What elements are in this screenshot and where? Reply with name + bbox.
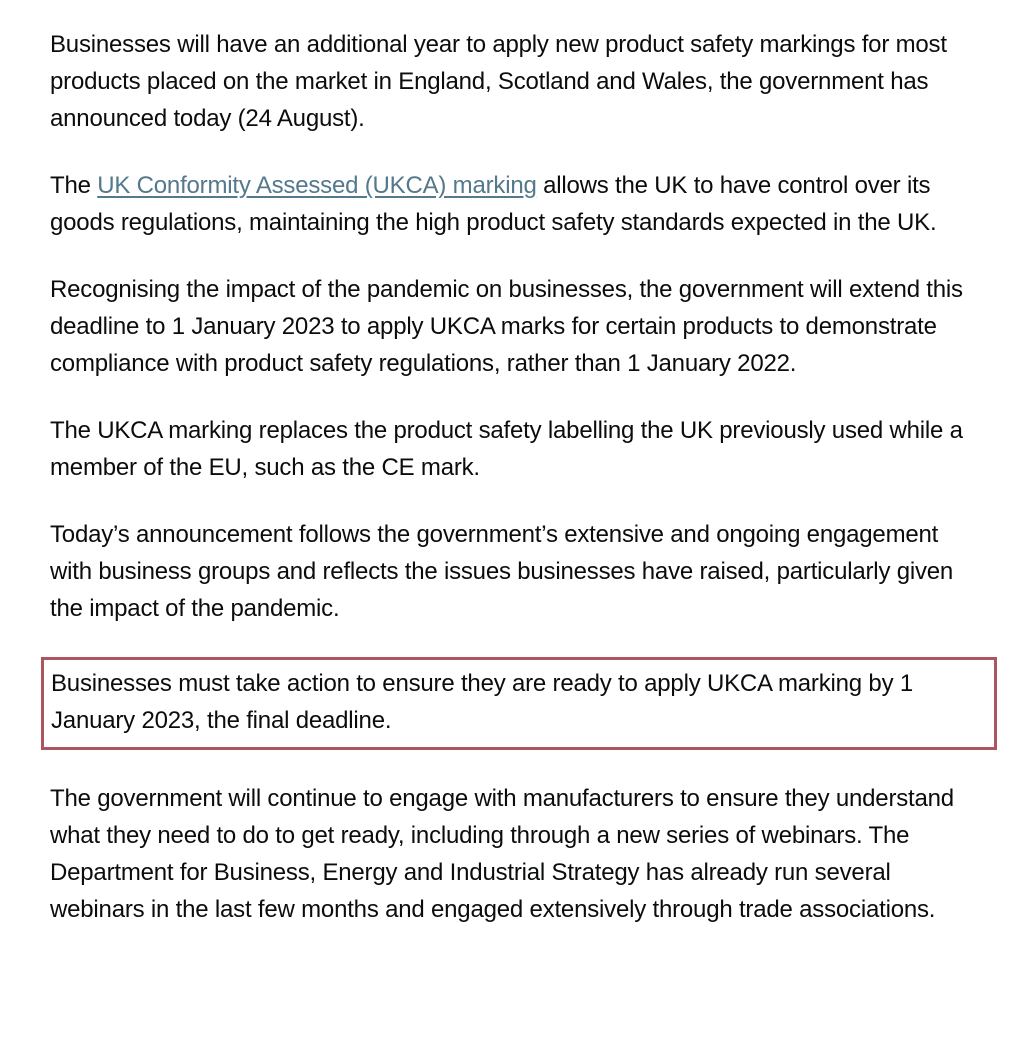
- paragraph-announcement: Today’s announcement follows the government’s extensive and ongoing engagement with business groups and reflects the issues businesses have raised, particularly given the impact of the pandemic.: [50, 521, 954, 622]
- ukca-marking-link[interactable]: UK Conformity Assessed (UKCA) marking: [97, 172, 537, 199]
- paragraph-ce-mark: The UKCA marking replaces the product safety labelling the UK previously used while a member of the EU, such as the CE mark.: [50, 417, 963, 481]
- paragraph-intro: Businesses will have an additional year to apply new product safety markings for most products placed on the market in England, Scotland and Wales, the government has announced today (24 August).: [50, 31, 947, 132]
- paragraph-webinars: The government will continue to engage with manufacturers to ensure they understand what they need to do to get ready, including through a new series of webinars. The Department for Business, Energy and Industrial Strategy has already run several webinars in the last few months and engaged extensively through trade associations.: [50, 785, 954, 923]
- paragraph-text-before-link: The: [50, 172, 98, 199]
- paragraph-deadline-extension: Recognising the impact of the pandemic on businesses, the government will extend this deadline to 1 January 2023 to apply UKCA marks for certain products to demonstrate compliance with product safety regulations, rather than 1 January 2022.: [50, 276, 963, 377]
- paragraph-ukca-link: [50, 167, 985, 241]
- paragraph-text-after-link: allows the UK to have control over its goods regulations, maintaining the high product safety standards expected in the UK.: [50, 172, 937, 236]
- highlighted-paragraph-final-deadline: Businesses must take action to ensure they are ready to apply UKCA marking by 1 January 2023, the final deadline.: [41, 657, 997, 750]
